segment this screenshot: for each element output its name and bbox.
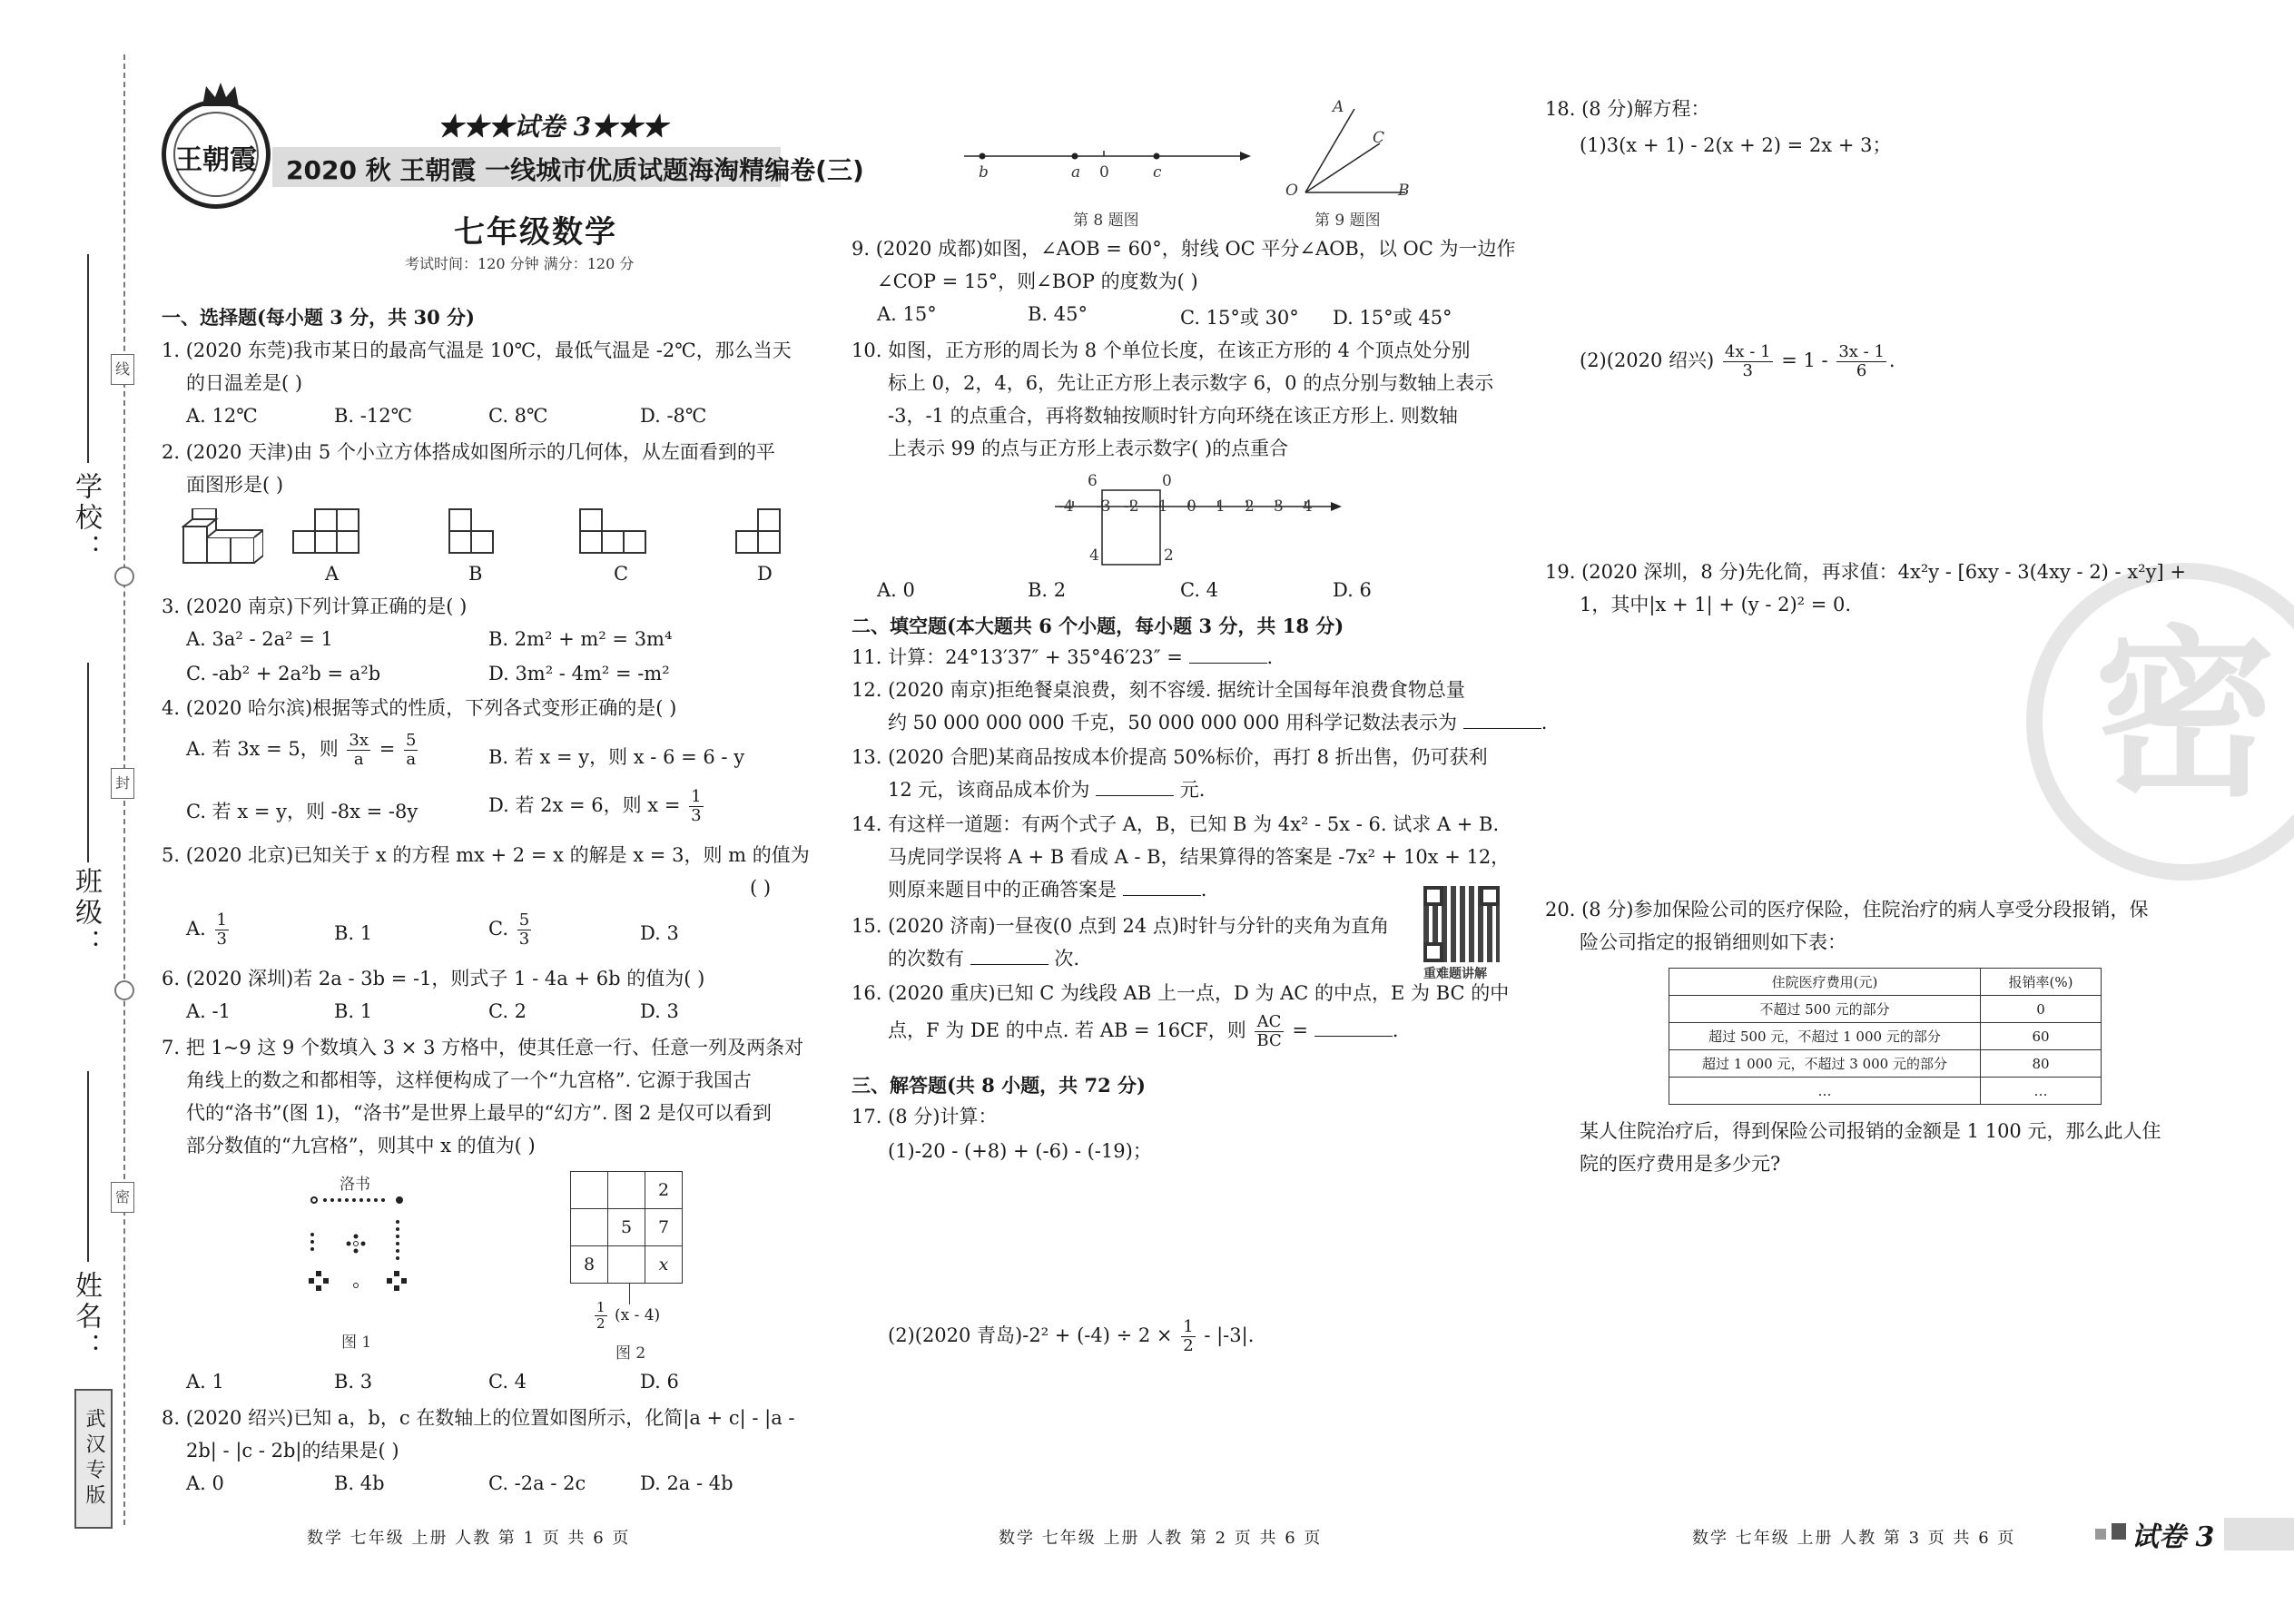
nl8-label-b: b [979, 163, 989, 182]
section-3-heading: 三、解答题(共 8 小题，共 72 分) [852, 1074, 1146, 1097]
q8-option-c[interactable]: C. -2a - 2c [488, 1472, 586, 1494]
q9-option-a[interactable]: A. 15° [877, 303, 937, 325]
q4-option-a[interactable]: A. 若 3x = 5，则 $\frac{3x}{a}$ = $\frac{5}{a}$ [186, 731, 417, 769]
q5-option-b[interactable]: B. 1 [334, 922, 373, 944]
q4-option-b[interactable]: B. 若 x = y，则 x - 6 = 6 - y [488, 746, 745, 768]
q6-option-c[interactable]: C. 2 [488, 1000, 527, 1022]
q4-option-d[interactable]: D. 若 2x = 6，则 x = $\frac{1}{3}$ [488, 787, 702, 825]
binding-strip [0, 0, 130, 1624]
name-label: 姓名： [70, 1271, 102, 1363]
q7-option-b[interactable]: B. 3 [334, 1371, 373, 1393]
question-17-part2: (2)(2020 青岛)-2² + (-4) ÷ 2 × $\frac{1}{2}$ - |-3|. [888, 1317, 1255, 1355]
magic-cell: 8 [571, 1246, 608, 1284]
q10-option-c[interactable]: C. 4 [1180, 579, 1219, 601]
magic-cell [608, 1172, 645, 1209]
question-3: 3. (2020 南京)下列计算正确的是( ) [162, 595, 468, 617]
magic-cell: x [645, 1246, 683, 1284]
q8-option-a[interactable]: A. 0 [186, 1472, 224, 1494]
page-2-footer: 数学 七年级 上册 人教 第 2 页 共 6 页 [999, 1529, 1323, 1548]
q6-option-b[interactable]: B. 1 [334, 1000, 373, 1022]
question-7-cont2: 代的“洛书”(图 1)，“洛书”是世界上最早的“幻方”. 图 2 是仅可以看到 [186, 1102, 772, 1124]
q1-option-b[interactable]: B. -12℃ [334, 405, 413, 427]
table-cell: 超过 500 元，不超过 1 000 元的部分 [1669, 1023, 1981, 1050]
q17-part2-answer-area[interactable] [888, 1362, 1523, 1507]
question-8: 8. (2020 绍兴)已知 a，b，c 在数轴上的位置如图所示，化简|a + c| - |a - [162, 1407, 795, 1429]
question-16: 16. (2020 重庆)已知 C 为线段 AB 上一点，D 为 AC 的中点，E 为 BC 的中 [852, 982, 1510, 1004]
question-4: 4. (2020 哈尔滨)根据等式的性质，下列各式变形正确的是( ) [162, 697, 677, 719]
question-5: 5. (2020 北京)已知关于 x 的方程 mx + 2 = x 的解是 x = 3，则 m 的值为 [162, 844, 810, 866]
q4-option-c[interactable]: C. 若 x = y，则 -8x = -8y [186, 801, 418, 822]
nl10-tick: -1 [1153, 497, 1168, 516]
question-20: 20. (8 分)参加保险公司的医疗保险，住院治疗的病人享受分段报销，保 [1545, 899, 2149, 920]
nl10-tick: 2 [1245, 497, 1255, 516]
question-19-cont: 1，其中|x + 1| + (y - 2)² = 0. [1580, 594, 1852, 615]
binding-box-line: 线 [111, 354, 134, 385]
question-18-part2: (2)(2020 绍兴) $\frac{4x - 1}{3}$ = 1 - $\frac{3x - 1}{6}$ . [1580, 342, 1895, 380]
angle-label-c: C [1373, 129, 1385, 147]
exam-info: 考试时间：120 分钟 满分：120 分 [405, 255, 635, 272]
q15-answer-blank[interactable] [970, 948, 1049, 965]
table-row [1669, 1078, 2102, 1105]
figure-2-caption: 图 2 [615, 1344, 646, 1363]
question-10: 10. 如图，正方形的周长为 8 个单位长度，在该正方形的 4 个顶点处分别 [852, 340, 1471, 361]
q19-answer-area[interactable] [1580, 635, 2215, 871]
qr-code[interactable] [1423, 886, 1500, 962]
square-label: 4 [1089, 546, 1099, 565]
nl10-tick: -3 [1096, 497, 1111, 516]
q2-option-d-label[interactable]: D [757, 563, 773, 585]
q12-answer-blank[interactable] [1463, 712, 1541, 729]
q7-option-a[interactable]: A. 1 [186, 1371, 224, 1393]
magic-note: $\frac{1}{2}$ (x - 4) [596, 1299, 661, 1332]
page-3-footer: 数学 七年级 上册 人教 第 3 页 共 6 页 [1692, 1529, 2016, 1548]
q18-part1-answer-area[interactable] [1580, 172, 2215, 327]
nl8-label-c: c [1153, 163, 1162, 182]
magic-cell: 7 [645, 1209, 683, 1246]
nl8-label-a: a [1071, 163, 1081, 182]
nl8-label-zero: 0 [1099, 163, 1109, 182]
angle-label-a: A [1333, 98, 1344, 116]
reimbursement-table [1669, 968, 2102, 1105]
school-write-line[interactable] [87, 254, 89, 463]
logo-text: 王朝霞 [175, 144, 257, 176]
section-2-heading: 二、填空题(本大题共 6 个小题，每小题 3 分，共 18 分) [852, 615, 1344, 637]
question-11: 11. 计算：24°13′37″ + 35°46′23″ = . [852, 646, 1274, 668]
figure-8-caption: 第 8 题图 [1073, 212, 1139, 230]
q16-answer-blank[interactable] [1314, 1019, 1393, 1037]
q5-option-a[interactable]: A. $\frac{1}{3}$ [186, 910, 227, 949]
q8-option-b[interactable]: B. 4b [334, 1472, 385, 1494]
binding-box-secret: 密 [111, 1182, 134, 1213]
q2-option-b-label[interactable]: B [468, 563, 483, 585]
question-7-cont1: 角线上的数之和都相等，这样便构成了一个“九宫格”. 它源于我国古 [186, 1069, 752, 1091]
figure-1-caption: 图 1 [341, 1334, 372, 1352]
question-15-cont: 的次数有 次. [888, 948, 1080, 969]
magic-cell [608, 1246, 645, 1284]
class-label: 班级： [70, 867, 102, 960]
angle-label-o: O [1285, 182, 1298, 200]
nl10-tick: 3 [1274, 497, 1284, 516]
luoshu-figure [300, 1191, 418, 1309]
q9-option-b[interactable]: B. 45° [1028, 303, 1088, 325]
corner-bar [2224, 1518, 2294, 1550]
name-write-line[interactable] [87, 1071, 89, 1262]
q7-option-c[interactable]: C. 4 [488, 1371, 527, 1393]
question-12: 12. (2020 南京)拒绝餐桌浪费，刻不容缓. 据统计全国每年浪费食物总量 [852, 679, 1465, 701]
table-header-cell: 住院医疗费用(元) [1669, 969, 1981, 996]
question-10-cont1: 标上 0，2，4，6，先让正方形上表示数字 6，0 的点分别与数轴上表示 [888, 372, 1494, 394]
corner-square-icon [2112, 1523, 2126, 1540]
square-label: 2 [1164, 546, 1174, 565]
edition-badge: 武汉专版 [74, 1389, 113, 1529]
table-cell: … [1669, 1078, 1981, 1105]
magic-cell [571, 1209, 608, 1246]
cube-figure [182, 508, 263, 565]
question-7-cont3: 部分数值的“九宫格”，则其中 x 的值为( ) [186, 1135, 536, 1156]
table-cell: 0 [1981, 996, 2102, 1023]
paper-title: 2020 秋 王朝霞 一线城市优质试题海淘精编卷(三) [286, 155, 864, 185]
question-9: 9. (2020 成都)如图，∠AOB = 60°，射线 OC 平分∠AOB，以 OC 为一边作 [852, 238, 1516, 260]
angle-label-b: B [1398, 182, 1410, 200]
nl10-tick: -4 [1058, 497, 1074, 516]
binding-hole [114, 980, 134, 1000]
question-2-cont: 面图形是( ) [186, 474, 284, 496]
q5-option-d[interactable]: D. 3 [640, 922, 679, 944]
question-18: 18. (8 分)解方程： [1545, 98, 1710, 120]
square-label: 6 [1088, 472, 1098, 490]
binding-box-seal: 封 [111, 768, 134, 799]
question-9-cont: ∠COP = 15°，则∠BOP 的度数为( ) [877, 271, 1198, 292]
question-10-cont2: -3，-1 的点重合，再将数轴按顺时针方向环绕在该正方形上. 则数轴 [888, 405, 1458, 427]
subject-title: 七年级数学 [454, 214, 617, 251]
q1-option-a[interactable]: A. 12℃ [186, 405, 258, 427]
question-1-cont: 的日温差是( ) [186, 372, 303, 394]
question-2: 2. (2020 天津)由 5 个小立方体搭成如图所示的几何体，从左面看到的平 [162, 441, 775, 463]
question-8-cont: 2b| - |c - 2b|的结果是( ) [186, 1440, 399, 1462]
crown-icon [199, 81, 242, 108]
q8-option-d[interactable]: D. 2a - 4b [640, 1472, 733, 1494]
table-row [1669, 1050, 2102, 1078]
paper-label: ★★★试卷 3★★★ [438, 112, 668, 142]
figure-9-caption: 第 9 题图 [1314, 212, 1381, 230]
q1-option-d[interactable]: D. -8℃ [640, 405, 707, 427]
question-12-cont: 约 50 000 000 000 千克，50 000 000 000 用科学记数法表示为 . [888, 712, 1548, 733]
question-5-cont: ( ) [750, 877, 772, 899]
question-20-cont3: 院的医疗费用是多少元? [1580, 1153, 1781, 1175]
table-header-cell: 报销率(%) [1981, 969, 2102, 996]
q5-option-c[interactable]: C. $\frac{5}{3}$ [488, 910, 530, 949]
corner-square-icon [2095, 1529, 2106, 1540]
qr-label: 重难题讲解 [1423, 967, 1487, 981]
nl10-tick: 4 [1303, 497, 1313, 516]
q2-option-a-label[interactable]: A [325, 563, 340, 585]
question-13: 13. (2020 合肥)某商品按成本价提高 50%标价，再打 8 折出售，仍可获利 [852, 746, 1488, 768]
nl10-tick: -2 [1124, 497, 1139, 516]
square-label: 0 [1162, 472, 1172, 490]
q10-option-a[interactable]: A. 0 [877, 579, 915, 601]
question-10-cont3: 上表示 99 的点与正方形上表示数字( )的点重合 [888, 438, 1289, 459]
question-17-part1: (1)-20 - (+8) + (-6) - (-19)； [888, 1140, 1152, 1162]
q2-option-c-label[interactable]: C [614, 563, 629, 585]
q3-option-a[interactable]: A. 3a² - 2a² = 1 [186, 628, 333, 650]
nl10-tick: 0 [1186, 497, 1196, 516]
magic-square [570, 1171, 683, 1284]
q6-option-d[interactable]: D. 3 [640, 1000, 679, 1022]
question-14-cont1: 马虎同学误将 A + B 看成 A - B，结果算得的答案是 -7x² + 10x + 12， [888, 846, 1511, 868]
question-7: 7. 把 1~9 这 9 个数填入 3 × 3 方格中，使其任意一行、任意一列及两条对 [162, 1037, 804, 1058]
binding-hole [114, 566, 134, 586]
q14-answer-blank[interactable] [1123, 879, 1201, 896]
page-1-footer: 数学 七年级 上册 人教 第 1 页 共 6 页 [307, 1529, 631, 1548]
q17-part1-answer-area[interactable] [888, 1171, 1523, 1298]
q3-option-d[interactable]: D. 3m² - 4m² = -m² [488, 663, 670, 684]
table-cell: 60 [1981, 1023, 2102, 1050]
q11-answer-blank[interactable] [1189, 646, 1267, 664]
question-15: 15. (2020 济南)一昼夜(0 点到 24 点)时针与分针的夹角为直角 [852, 915, 1390, 937]
section-1-heading: 一、选择题(每小题 3 分，共 30 分) [162, 306, 475, 329]
table-cell: 不超过 500 元的部分 [1669, 996, 1981, 1023]
q20-answer-area[interactable] [1580, 1189, 2215, 1498]
table-row [1669, 996, 2102, 1023]
luoshu-caption: 洛书 [340, 1176, 370, 1194]
question-19: 19. (2020 深圳，8 分)先化简，再求值：4x²y - [6xy - 3(4xy - 2) - x²y] + [1545, 561, 2186, 583]
question-13-cont: 12 元，该商品成本价为 元. [888, 779, 1206, 801]
q1-option-c[interactable]: C. 8℃ [488, 405, 548, 427]
question-20-cont: 险公司指定的报销细则如下表： [1580, 931, 1846, 953]
table-cell: 超过 1 000 元，不超过 3 000 元的部分 [1669, 1050, 1981, 1078]
school-label: 学校： [70, 472, 102, 565]
question-14-cont2: 则原来题目中的正确答案是 . [888, 879, 1207, 901]
brand-logo [162, 100, 271, 209]
class-write-line[interactable] [87, 663, 89, 862]
table-cell: … [1981, 1078, 2102, 1105]
magic-cell: 2 [645, 1172, 683, 1209]
q3-option-b[interactable]: B. 2m² + m² = 3m⁴ [488, 628, 673, 650]
table-row [1669, 1023, 2102, 1050]
magic-cell: 5 [608, 1209, 645, 1246]
q6-option-a[interactable]: A. -1 [186, 1000, 231, 1022]
q9-option-d[interactable]: D. 15°或 45° [1333, 307, 1452, 329]
question-18-part1: (1)3(x + 1) - 2(x + 2) = 2x + 3； [1580, 134, 1892, 156]
q10-option-b[interactable]: B. 2 [1028, 579, 1067, 601]
question-6: 6. (2020 深圳)若 2a - 3b = -1，则式子 1 - 4a + 6b 的值为( ) [162, 968, 705, 989]
q7-option-d[interactable]: D. 6 [640, 1371, 679, 1393]
question-1: 1. (2020 东莞)我市某日的最高气温是 10℃，最低气温是 -2℃，那么当天 [162, 340, 792, 361]
magic-cell [571, 1172, 608, 1209]
q3-option-c[interactable]: C. -ab² + 2a²b = a²b [186, 663, 381, 684]
q10-option-d[interactable]: D. 6 [1333, 579, 1372, 601]
question-14: 14. 有这样一道题：有两个式子 A，B，已知 B 为 4x² - 5x - 6. 试求 A + B. [852, 813, 1500, 835]
q13-answer-blank[interactable] [1096, 779, 1174, 796]
table-cell: 80 [1981, 1050, 2102, 1078]
q9-option-c[interactable]: C. 15°或 30° [1180, 307, 1299, 329]
question-20-cont2: 某人住院治疗后，得到保险公司报销的金额是 1 100 元，那么此人住 [1580, 1120, 2161, 1142]
q18-part2-answer-area[interactable] [1580, 390, 2215, 545]
nl10-tick: 1 [1216, 497, 1226, 516]
question-16-cont: 点，F 为 DE 的中点. 若 AB = 16CF，则 $\frac{AC}{BC}$ = . [888, 1012, 1399, 1050]
seal-watermark: 密 [2026, 563, 2294, 881]
paper-number-label: 试卷 3 [2132, 1521, 2215, 1553]
question-17: 17. (8 分)计算： [852, 1106, 998, 1127]
